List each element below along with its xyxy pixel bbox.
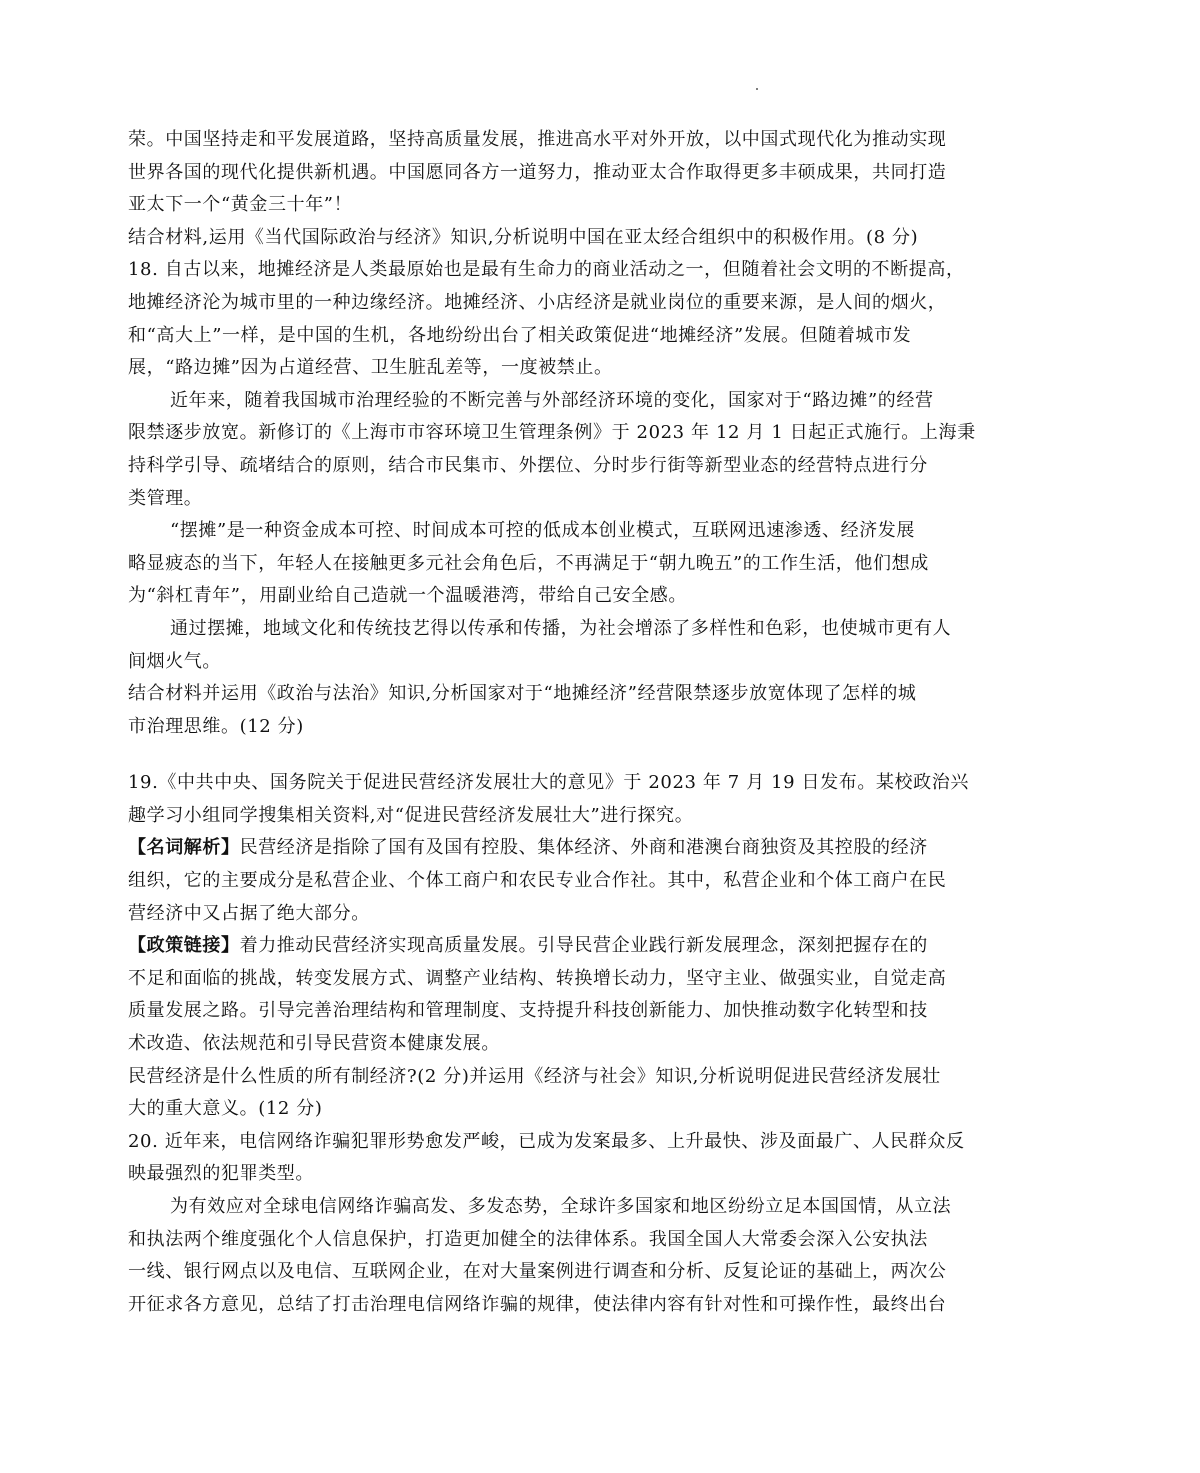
text-line: 和执法两个维度强化个人信息保护，打造更加健全的法律体系。我国全国人大常委会深入公安执法: [128, 1228, 928, 1250]
scan-speck: [756, 88, 758, 90]
question-18-start: 18. 自古以来，地摊经济是人类最原始也是最有生命力的商业活动之一，但随着社会文明的不断提高，: [128, 259, 965, 281]
text-line: 近年来，随着我国城市治理经验的不断完善与外部经济环境的变化，国家对于“路边摊”的经营: [170, 389, 934, 411]
text-line: 间烟火气。: [128, 650, 221, 672]
question-19-start: 19.《中共中央、国务院关于促进民营经济发展壮大的意见》于 2023 年 7 月 19 日发布。某校政治兴: [128, 772, 969, 794]
text-line: 一线、银行网点以及电信、互联网企业，在对大量案例进行调查和分析、反复论证的基础上，两次公: [128, 1261, 947, 1283]
policy-text: 着力推动民营经济实现高质量发展。引导民营企业践行新发展理念，深刻把握存在的: [239, 935, 928, 957]
text-line: 开征求各方意见，总结了打击治理电信网络诈骗的规律，使法律内容有针对性和可操作性，最终出台: [128, 1293, 947, 1315]
question-18-prompt: 市治理思维。(12 分): [128, 715, 304, 737]
policy-label: 【政策链接】: [128, 935, 240, 957]
text-line: 组织，它的主要成分是私营企业、个体工商户和农民专业合作社。其中，私营企业和个体工商户在民: [128, 870, 947, 892]
policy-link-line: [128, 930, 1058, 963]
text-line: 术改造、依法规范和引导民营资本健康发展。: [128, 1033, 500, 1055]
text-line: 地摊经济沦为城市里的一种边缘经济。地摊经济、小店经济是就业岗位的重要来源，是人间的烟火，: [128, 291, 947, 313]
text-line: 展，“路边摊”因为占道经营、卫生脏乱差等，一度被禁止。: [128, 357, 613, 379]
question-19-prompt: 大的重大意义。(12 分): [128, 1098, 323, 1120]
text-line: 荣。中国坚持走和平发展道路，坚持高质量发展，推进高水平对外开放，以中国式现代化为推动实现: [128, 129, 947, 150]
text-line: 映最强烈的犯罪类型。: [128, 1163, 314, 1185]
text-line: 限禁逐步放宽。新修订的《上海市市容环境卫生管理条例》于 2023 年 12 月 1 日起正式施行。上海秉: [128, 422, 976, 444]
text-line: 世界各国的现代化提供新机遇。中国愿同各方一道努力，推动亚太合作取得更多丰硕成果，共同打造: [128, 161, 947, 183]
text-line: “摆摊”是一种资金成本可控、时间成本可控的低成本创业模式，互联网迅速渗透、经济发展: [170, 520, 915, 542]
section-gap: [128, 743, 1058, 767]
term-text: 民营经济是指除了国有及国有控股、集体经济、外商和港澳台商独资及其控股的经济: [239, 837, 928, 859]
text-line: 不足和面临的挑战，转变发展方式、调整产业结构、转换增长动力，坚守主业、做强实业，自觉走高: [128, 967, 947, 989]
text-line: 质量发展之路。引导完善治理结构和管理制度、支持提升科技创新能力、加快推动数字化转型和技: [128, 1000, 928, 1022]
term-label: 【名词解析】: [128, 837, 240, 859]
text-line: 营经济中又占据了绝大部分。: [128, 902, 370, 924]
question-19-prompt: 民营经济是什么性质的所有制经济?(2 分)并运用《经济与社会》知识,分析说明促进民营经济发展壮: [128, 1065, 941, 1087]
document-body: [128, 124, 1058, 1321]
question-17-prompt: 结合材料,运用《当代国际政治与经济》知识,分析说明中国在亚太经合组织中的积极作用。(8 分): [128, 226, 919, 248]
text-line: 为“斜杠青年”，用副业给自己造就一个温暖港湾，带给自己安全感。: [128, 585, 688, 607]
question-20-start: 20. 近年来，电信网络诈骗犯罪形势愈发严峻，已成为发案最多、上升最快、涉及面最广、人民群众反: [128, 1130, 965, 1152]
text-line: 类管理。: [128, 487, 203, 509]
text-line: 趣学习小组同学搜集相关资料,对“促进民营经济发展壮大”进行探究。: [128, 804, 694, 826]
text-line: 亚太下一个“黄金三十年”！: [128, 194, 353, 216]
question-18-prompt: 结合材料并运用《政治与法治》知识,分析国家对于“地摊经济”经营限禁逐步放宽体现了怎样的城: [128, 683, 917, 705]
text-line: 略显疲态的当下，年轻人在接触更多元社会角色后，不再满足于“朝九晚五”的工作生活，他们想成: [128, 552, 929, 574]
term-definition-line: [128, 832, 1058, 865]
text-line: 和“高大上”一样，是中国的生机，各地纷纷出台了相关政策促进“地摊经济”发展。但随着城市发: [128, 324, 912, 346]
text-line: 持科学引导、疏堵结合的原则，结合市民集市、外摆位、分时步行街等新型业态的经营特点进行分: [128, 454, 928, 476]
text-line: 通过摆摊，地域文化和传统技艺得以传承和传播，为社会增添了多样性和色彩，也使城市更有人: [170, 617, 952, 639]
text-line: 为有效应对全球电信网络诈骗高发、多发态势，全球许多国家和地区纷纷立足本国国情，从立法: [170, 1196, 952, 1217]
